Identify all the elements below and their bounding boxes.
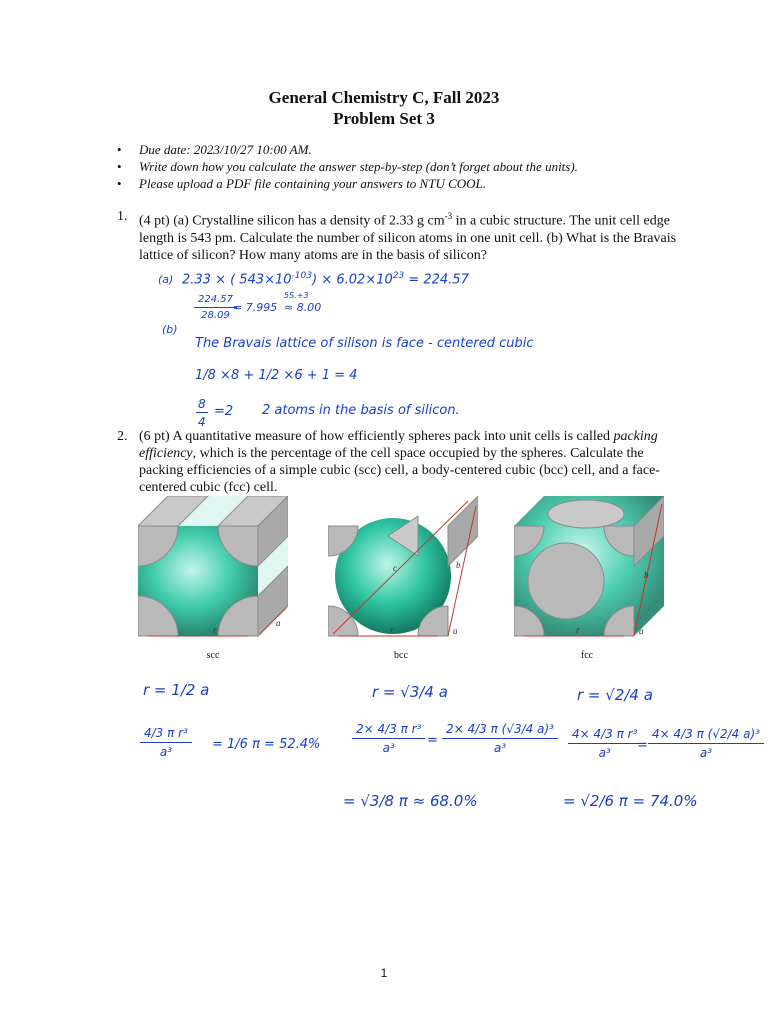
scc-cube-figure: [138, 496, 288, 646]
answer-1b-lattice: The Bravais lattice of silison is face - centered cubic: [195, 336, 534, 351]
question-number: 1.: [117, 209, 128, 224]
bcc-label-a: a: [453, 626, 458, 636]
question-2: [117, 428, 677, 496]
fcc-caption: fcc: [580, 650, 594, 661]
scc-label-a: a: [276, 618, 281, 628]
bcc-result: = √3/8 π ≈ 68.0%: [343, 792, 478, 810]
scc-caption: scc: [206, 650, 220, 661]
question-1: [117, 208, 677, 264]
answer-1a-line1: 2.33 × ( $543\times 10^{-10}$ $^3) \times 6.02\times 10^{23} = 224.57$: [182, 271, 469, 288]
answer-1a-fraction: $\frac{224.57}{28.09}$: [194, 294, 237, 321]
fcc-radius: r = √2/4 a: [577, 686, 653, 704]
answer-1b-label: (b): [162, 323, 178, 336]
bcc-fraction-1: $\frac{\text{2× 4/3 π r³}}{\text{a³}}$: [352, 722, 425, 755]
bcc-equals: =: [427, 733, 438, 748]
question-number: 2.: [117, 429, 128, 444]
answer-1b-basis: 2 atoms in the basis of silicon.: [262, 403, 460, 418]
fcc-label-a: a: [639, 626, 644, 636]
answer-1a-tag: 5S.+3: [284, 291, 309, 300]
answer-1b-fraction: $\frac{8}{4}$: [198, 397, 206, 429]
instructions-list: [117, 141, 578, 192]
bcc-radius: r = √3/4 a: [372, 683, 448, 701]
scc-fraction: $\frac{\text{4/3 π r³}}{\text{a³}}$: [140, 726, 192, 759]
page-title: General Chemistry C, Fall 2023: [268, 88, 500, 107]
answer-1b-count: 1/8 ×8 + 1/2 ×6 + 1 = 4: [195, 368, 358, 383]
bullet-step-by-step: • Write down how you calculate the answer step-by-step (don’t forget about the units).: [117, 158, 578, 175]
answer-1a-result: = 7.995: [233, 301, 278, 314]
bcc-label-c: c: [393, 563, 397, 573]
question-text: (6 pt) A quantitative measure of how efficiently spheres pack into unit cells is called packing efficiency, which is the percentage of the cell space occupied by the spheres. Calculate the packing efficiencies of a simple cubic (scc) cell, a body-centered cubic (bcc) cell, and a face-centered cubic (fcc) cell.: [139, 429, 660, 495]
fcc-label-r: r: [576, 625, 580, 635]
answer-1b-eq: =2: [214, 404, 234, 419]
bcc-caption: bcc: [394, 650, 408, 661]
fcc-label-b: b: [644, 570, 649, 580]
bcc-cube-figure: [328, 496, 478, 646]
fcc-cube-figure: [514, 496, 664, 646]
fcc-fraction-1: $\frac{\text{4× 4/3 π r³}}{\text{a³}}$: [568, 727, 641, 760]
answer-1a-approx: ≈ 8.00: [284, 301, 322, 314]
bcc-label-b: b: [456, 560, 461, 570]
bcc-fraction-2: $\frac{\text{2× 4/3 π (√3/4 a)³}}{\text{a³}}$: [442, 722, 558, 755]
scc-radius: r = 1/2 a: [143, 681, 210, 699]
bullet-upload: • Please upload a PDF file containing your answers to NTU COOL.: [117, 175, 578, 192]
page-number: 1: [380, 966, 388, 980]
answer-1a-label: (a): [158, 273, 174, 286]
question-text: (4 pt) (a) Crystalline silicon has a density of 2.33 g $cm^{-3}$ in a cubic structure. The unit cell edge length is 543 pm. Calculate the number of silicon atoms in one unit cell. (b) What is the Bravais lattice of silicon? How many atoms are in the basis of silicon?: [139, 211, 677, 263]
bcc-label-r: r: [390, 625, 394, 635]
bullet-due-date: • Due date: 2023/10/27 10:00 AM.: [117, 141, 578, 158]
scc-label-r: r: [213, 625, 217, 635]
scc-result: = 1/6 π = 52.4%: [212, 737, 321, 752]
fcc-result: = √2/6 π = 74.0%: [563, 792, 698, 810]
page-subtitle: Problem Set 3: [333, 109, 435, 128]
fcc-equals: =: [637, 738, 648, 753]
fcc-fraction-2: $\frac{\text{4× 4/3 π (√2/4 a)³}}{\text{a³}}$: [648, 727, 764, 760]
